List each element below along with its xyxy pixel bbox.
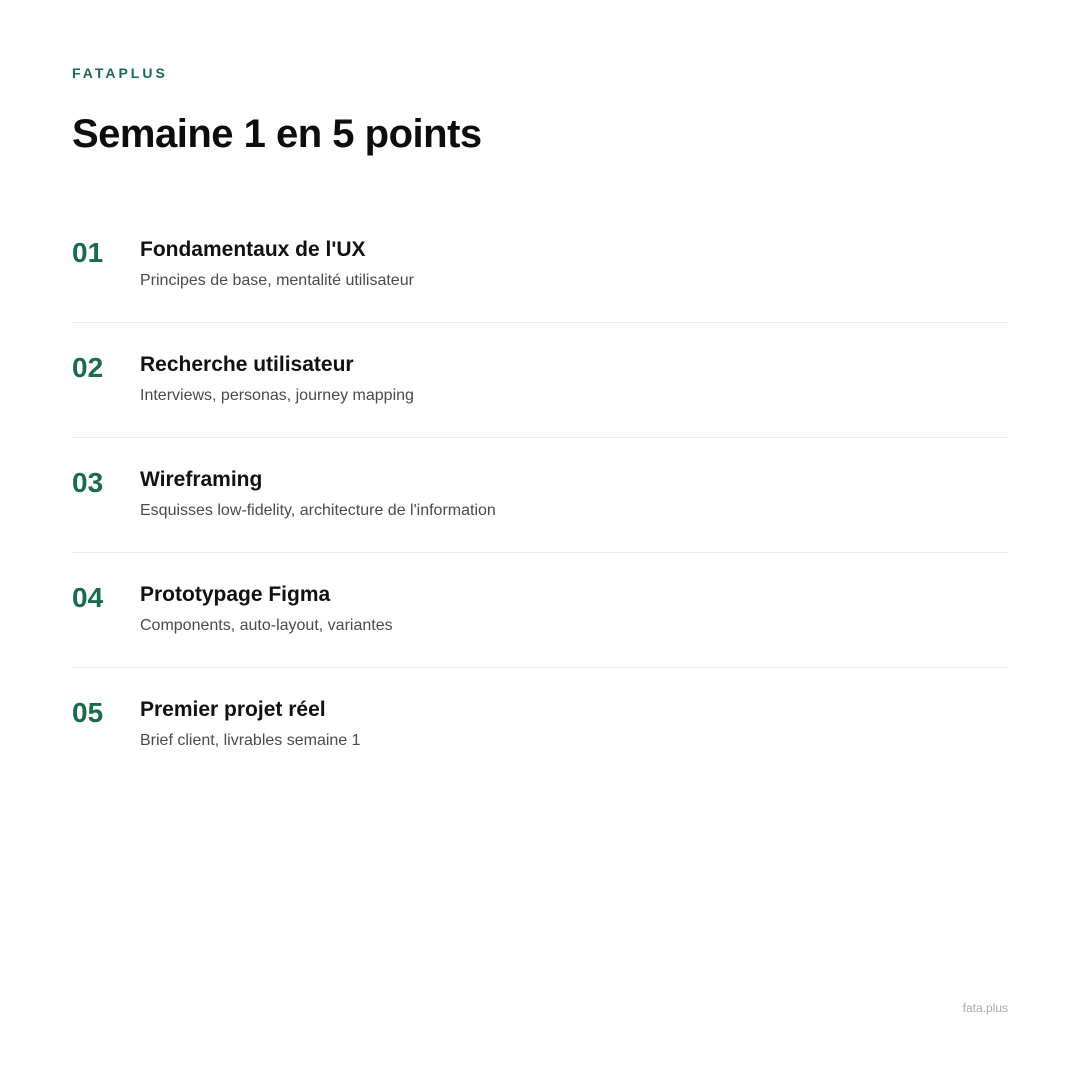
item-description: Brief client, livrables semaine 1 (140, 732, 361, 749)
item-description: Components, auto-layout, variantes (140, 617, 393, 634)
list-item (72, 668, 1008, 782)
item-number: 01 (72, 237, 104, 268)
item-number: 02 (72, 352, 104, 383)
list-item (72, 553, 1008, 668)
item-description: Interviews, personas, journey mapping (140, 387, 414, 404)
item-title: Wireframing (140, 468, 263, 491)
item-title: Recherche utilisateur (140, 353, 354, 376)
item-number: 03 (72, 467, 104, 498)
list-item (72, 208, 1008, 323)
item-title: Fondamentaux de l'UX (140, 238, 366, 261)
brand-label: FATAPLUS (72, 65, 168, 81)
item-number: 04 (72, 582, 104, 613)
page-title: Semaine 1 en 5 points (72, 112, 482, 156)
list-item (72, 323, 1008, 438)
list-item (72, 438, 1008, 553)
item-number: 05 (72, 697, 104, 728)
footer-url: fata.plus (962, 1001, 1008, 1015)
item-title: Prototypage Figma (140, 583, 331, 606)
item-title: Premier projet réel (140, 698, 326, 721)
item-description: Principes de base, mentalité utilisateur (140, 272, 414, 289)
points-list (72, 208, 1008, 782)
item-description: Esquisses low-fidelity, architecture de l'information (140, 502, 496, 519)
slide (72, 0, 1008, 1080)
